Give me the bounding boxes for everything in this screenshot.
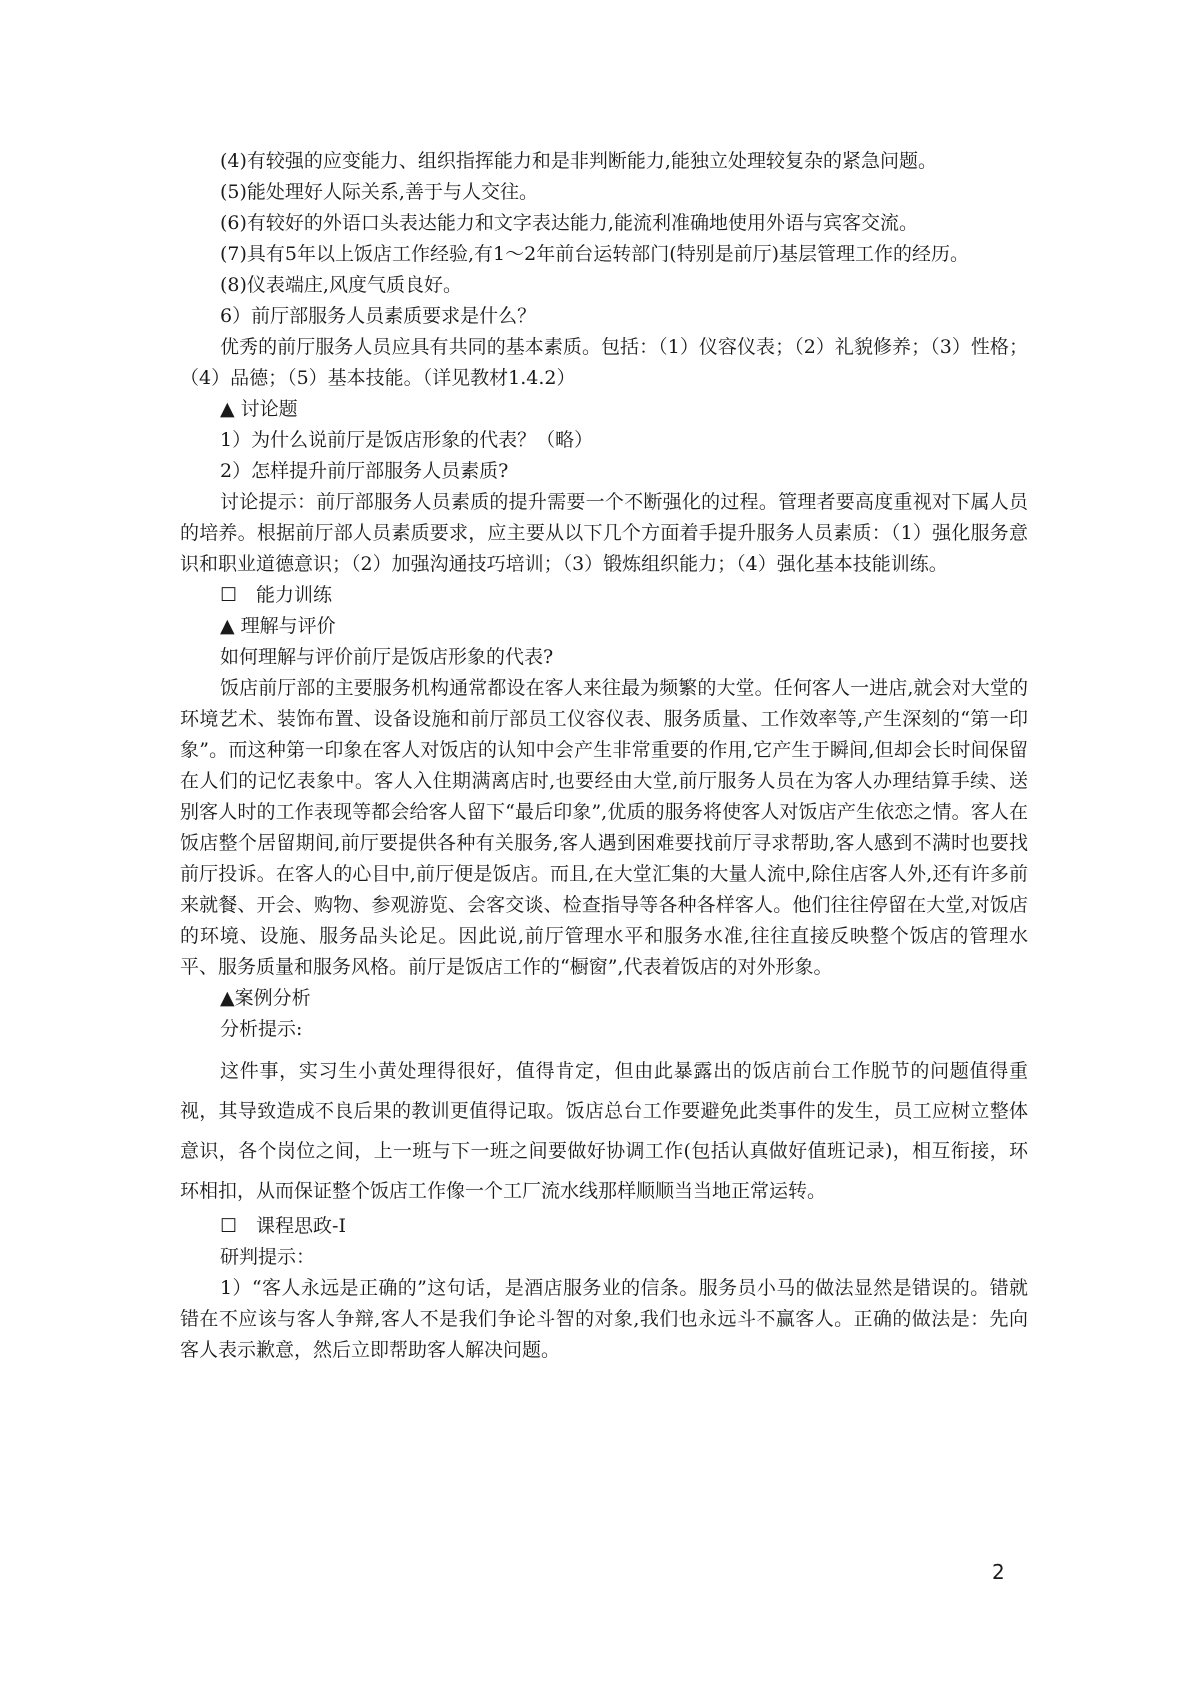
case-analysis-label: 分析提示: [220, 1018, 303, 1040]
section-heading-understanding: ▲ 理解与评价 [220, 615, 336, 637]
paragraph-requirement-7: (7)具有5年以上饭店工作经验,有1～2年前台运转部门(特别是前厅)基层管理工作的经历。 [220, 243, 970, 265]
paragraph-requirement-5: (5)能处理好人际关系,善于与人交往。 [220, 181, 538, 203]
page-number: 2 [992, 1560, 1005, 1584]
understanding-answer: 饭店前厅部的主要服务机构通常都设在客人来往最为频繁的大堂。任何客人一进店,就会对大堂的环境艺术、装饰布置、设备设施和前厅部员工仪容仪表、服务质量、工作效率等,产生深刻的“第一印象”。而这种第一印象在客人对饭店的认知中会产生非常重要的作用,它产生于瞬间,但却会长时间保留在人们的记忆表象中。客人入住期满离店时,也要经由大堂,前厅服务人员在为客人办理结算手续、送别客人时的工作表现等都会给客人留下“最后印象”,优质的服务将使客人对饭店产生依恋之情。客人在饭店整个居留期间,前厅要提供各种有关服务,客人遇到困难要找前厅寻求帮助,客人感到不满时也要找前厅投诉。在客人的心目中,前厅便是饭店。而且,在大堂汇集的大量人流中,除住店客人外,还有许多前来就餐、开会、购物、参观游览、会客交谈、检查指导等各种各样客人。他们往往停留在大堂,对饭店的环境、设施、服务品头论足。因此说,前厅管理水平和服务水准,往往直接反映整个饭店的管理水平、服务质量和服务风格。前厅是饭店工作的“橱窗”,代表着饭店的对外形象。 [180, 677, 1028, 978]
answer-6: 优秀的前厅服务人员应具有共同的基本素质。包括：（1）仪容仪表；（2）礼貌修养；（3）性格；（4）品德；（5）基本技能。（详见教材1.4.2） [180, 336, 1028, 389]
case-analysis-text: 这件事，实习生小黄处理得很好，值得肯定，但由此暴露出的饭店前台工作脱节的问题值得重视，其导致造成不良后果的教训更值得记取。饭店总台工作要避免此类事件的发生，员工应树立整体意识，各个岗位之间，上一班与下一班之间要做好协调工作(包括认真做好值班记录)，相互衔接，环环相扣，从而保证整个饭店工作像一个工厂流水线那样顺顺当当地正常运转。 [180, 1060, 1028, 1202]
question-6: 6）前厅部服务人员素质要求是什么？ [220, 305, 537, 327]
section-heading-discussion: ▲ 讨论题 [220, 398, 298, 420]
paragraph-requirement-6: (6)有较好的外语口头表达能力和文字表达能力,能流利准确地使用外语与宾客交流。 [220, 212, 918, 234]
ideology-answer-1: 1）“客人永远是正确的”这句话，是酒店服务业的信条。服务员小马的做法显然是错误的。错就错在不应该与客人争辩,客人不是我们争论斗智的对象,我们也永远斗不赢客人。正确的做法是：先向客人表示歉意，然后立即帮助客人解决问题。 [180, 1277, 1028, 1361]
paragraph-requirement-8: (8)仪表端庄,风度气质良好。 [220, 274, 462, 296]
discussion-question-1: 1）为什么说前厅是饭店形象的代表？（略） [220, 429, 594, 451]
understanding-question: 如何理解与评价前厅是饭店形象的代表? [220, 646, 554, 668]
ideology-hint-label: 研判提示： [220, 1246, 316, 1268]
section-heading-ideology: ☐ 课程思政-I [220, 1215, 346, 1237]
discussion-hint: 讨论提示：前厅部服务人员素质的提升需要一个不断强化的过程。管理者要高度重视对下属人员的培养。根据前厅部人员素质要求，应主要从以下几个方面着手提升服务人员素质：（1）强化服务意识和职业道德意识；（2）加强沟通技巧培训；（3）锻炼组织能力；（4）强化基本技能训练。 [180, 491, 1028, 575]
document-body [180, 146, 1028, 1366]
section-heading-case-analysis: ▲案例分析 [220, 987, 311, 1009]
section-heading-ability-training: ☐ 能力训练 [220, 584, 333, 606]
paragraph-requirement-4: (4)有较强的应变能力、组织指挥能力和是非判断能力,能独立处理较复杂的紧急问题。 [220, 150, 937, 172]
discussion-question-2: 2）怎样提升前厅部服务人员素质? [220, 460, 509, 482]
